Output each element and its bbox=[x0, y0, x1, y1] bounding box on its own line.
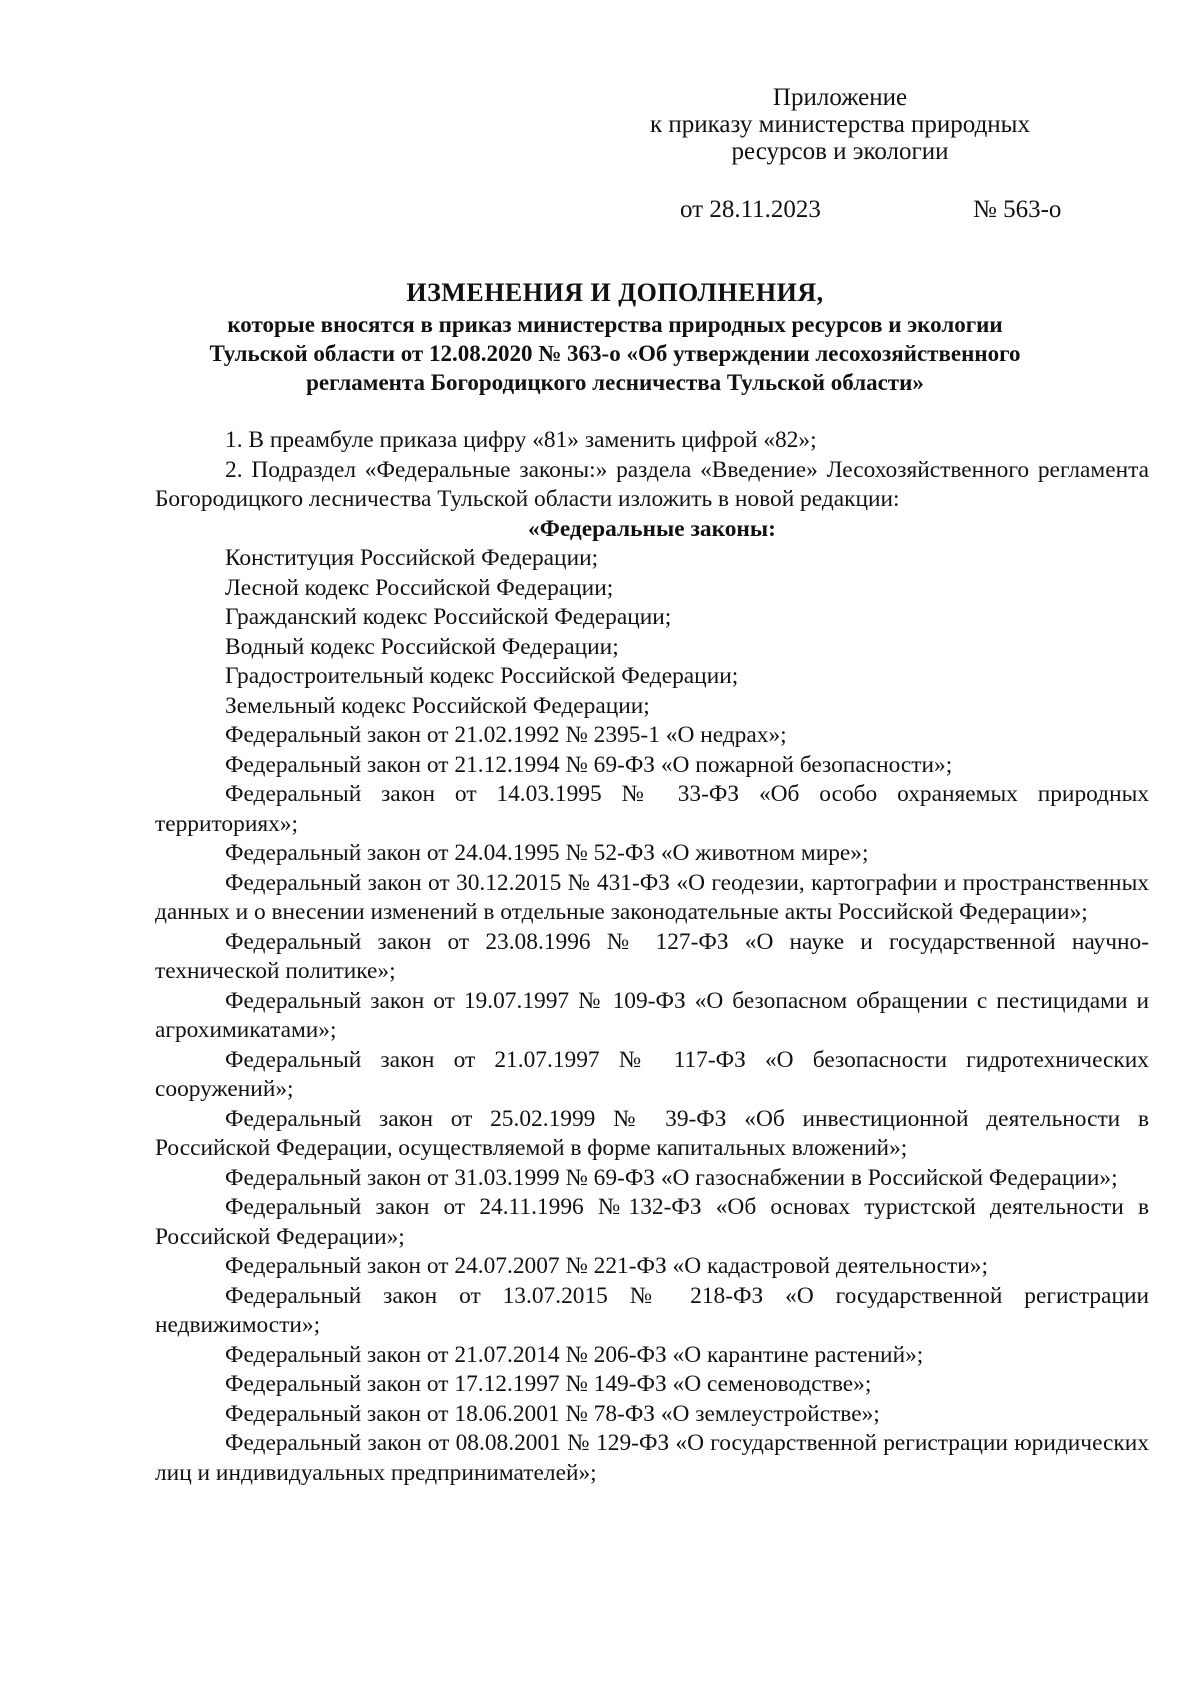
law-item: Гражданский кодекс Российской Федерации; bbox=[225, 604, 672, 630]
law-item: Федеральный закон от 21.02.1992 № 2395-1 «О недрах»; bbox=[225, 722, 787, 748]
paragraph-item-2: 2. Подраздел «Федеральные законы:» раздела «Введение» Лесохозяйственного регламента Богородицкого лесничества Тульской области изложить в новой редакции: bbox=[155, 456, 1149, 512]
appendix-header bbox=[600, 84, 1080, 165]
law-item: Федеральный закон от 08.08.2001 № 129-ФЗ «О государственной регистрации юридических лиц и индивидуальных предпринимателей»; bbox=[155, 1430, 1149, 1486]
appendix-line: Приложение bbox=[772, 84, 908, 111]
law-item: Федеральный закон от 19.07.1997 № 109-ФЗ «О безопасном обращении с пестицидами и агрохимикатами»; bbox=[155, 987, 1149, 1043]
order-date: от 28.11.2023 bbox=[680, 196, 821, 223]
law-item: Федеральный закон от 31.03.1999 № 69-ФЗ «О газоснабжении в Российской Федерации»; bbox=[225, 1164, 1118, 1191]
law-item: Федеральный закон от 24.04.1995 № 52-ФЗ «О животном мире»; bbox=[225, 840, 869, 866]
title-subline: Тульской области от 12.08.2020 № 363-о «Об утверждении лесохозяйственного bbox=[209, 341, 1021, 366]
title-main: ИЗМЕНЕНИЯ И ДОПОЛНЕНИЯ, bbox=[406, 278, 824, 307]
order-number: № 563-о bbox=[973, 196, 1062, 223]
law-item: Градостроительный кодекс Российской Федерации; bbox=[225, 663, 739, 689]
law-item: Федеральный закон от 21.07.2014 № 206-ФЗ «О карантине растений»; bbox=[225, 1341, 924, 1368]
law-item: Федеральный закон от 18.06.2001 № 78-ФЗ «О землеустройстве»; bbox=[225, 1400, 880, 1427]
law-item: Федеральный закон от 21.12.1994 № 69-ФЗ «О пожарной безопасности»; bbox=[225, 751, 953, 778]
law-item: Федеральный закон от 24.11.1996 №132-ФЗ «Об основах туристской деятельности в Российской Федерации»; bbox=[155, 1194, 1149, 1250]
law-item: Федеральный закон от 23.08.1996 № 127-ФЗ «О науке и государственной научно-технической политике»; bbox=[155, 928, 1149, 984]
law-item: Федеральный закон от 30.12.2015 № 431-ФЗ «О геодезии, картографии и пространственных данных и о внесении изменений в отдельные законодательные акты Российской Федерации»; bbox=[155, 869, 1149, 925]
law-item: Федеральный закон от 17.12.1997 № 149-ФЗ «О семеноводстве»; bbox=[225, 1371, 872, 1397]
paragraph-item-1: 1. В преамбуле приказа цифру «81» заменить цифрой «82»; bbox=[225, 427, 817, 453]
title-subline: регламента Богородицкого лесничества Тульской области» bbox=[306, 370, 924, 395]
title-subline: которые вносятся в приказ министерства природных ресурсов и экологии bbox=[227, 312, 1003, 337]
appendix-line: к приказу министерства природных bbox=[650, 111, 1030, 138]
law-item: Лесной кодекс Российской Федерации; bbox=[225, 574, 614, 601]
appendix-line: ресурсов и экологии bbox=[731, 138, 949, 165]
law-item: Федеральный закон от 13.07.2015 № 218-ФЗ «О государственной регистрации недвижимости»; bbox=[155, 1282, 1149, 1338]
law-item: Конституция Российской Федерации; bbox=[225, 545, 599, 571]
law-item: Федеральный закон от 25.02.1999 № 39-ФЗ «Об инвестиционной деятельности в Российской Федерации, осуществляемой в форме капитальных вложений»; bbox=[155, 1105, 1149, 1161]
law-item: Федеральный закон от 14.03.1995 № 33-ФЗ «Об особо охраняемых природных территориях»; bbox=[155, 781, 1149, 837]
law-item: Федеральный закон от 21.07.1997 № 117-ФЗ «О безопасности гидротехнических сооружений»; bbox=[155, 1046, 1149, 1102]
document-title bbox=[150, 276, 1080, 397]
law-item: Водный кодекс Российской Федерации; bbox=[225, 633, 619, 660]
subsection-heading: «Федеральные законы: bbox=[528, 515, 776, 542]
document-body bbox=[155, 426, 1149, 1488]
law-item: Федеральный закон от 24.07.2007 № 221-ФЗ «О кадастровой деятельности»; bbox=[225, 1253, 988, 1279]
law-item: Земельный кодекс Российской Федерации; bbox=[225, 692, 650, 719]
